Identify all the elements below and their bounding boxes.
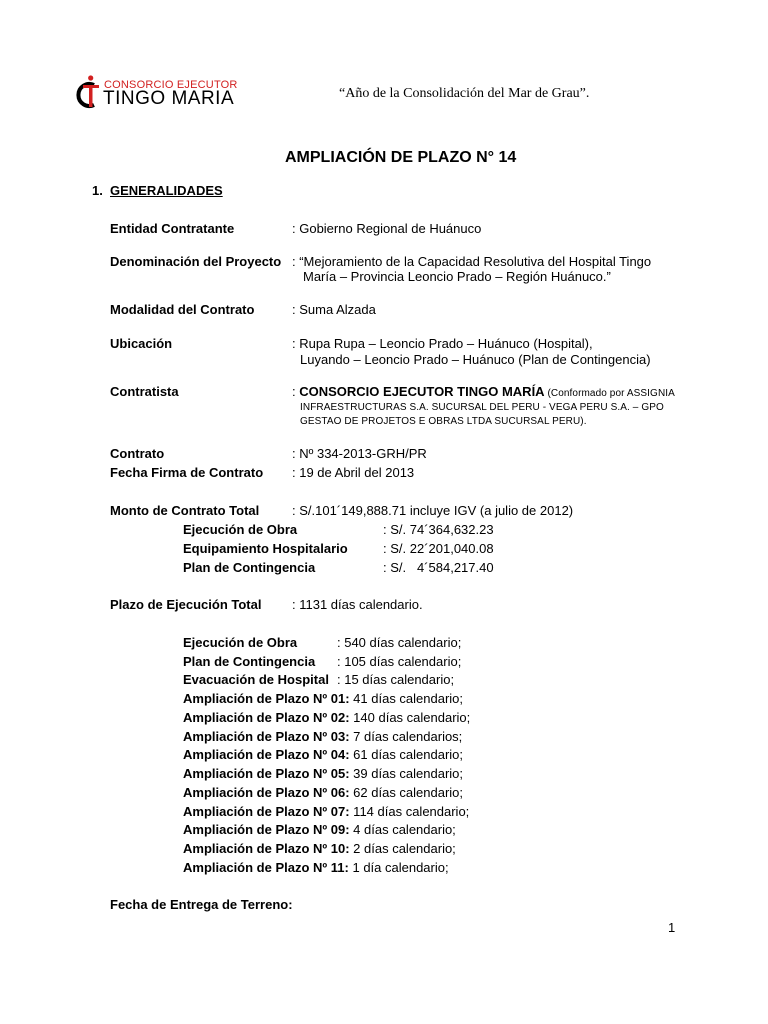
contrato-label: Contrato: [110, 446, 165, 461]
plazo-item: [183, 747, 463, 762]
contratista-note-line1: (Conformado por ASSIGNIA: [544, 388, 675, 399]
plazo-item-value: 114 días calendario;: [349, 804, 470, 819]
contratista-label: Contratista: [110, 384, 179, 399]
monto-breakdown-value: : S/. 4´584,217.40: [383, 560, 494, 575]
fecha-firma-label: Fecha Firma de Contrato: [110, 465, 264, 480]
contratista-note-line2: INFRAESTRUCTURAS S.A. SUCURSAL DEL PERU - VEGA PERU S.A. – GPO: [300, 402, 664, 413]
contratista-prefix: :: [292, 384, 300, 399]
plazo-item-label: Ampliación de Plazo Nº 04:: [183, 747, 350, 762]
modalidad-value: : Suma Alzada: [292, 302, 376, 317]
logo-ct-icon: [70, 74, 104, 110]
plazo-item: [183, 710, 470, 725]
document-title: AMPLIACIÓN DE PLAZO N° 14: [285, 149, 517, 166]
plazo-item-value: 2 días calendario;: [349, 841, 456, 856]
logo-line1: CONSORCIO EJECUTOR: [104, 79, 238, 91]
ubicacion-line1: : Rupa Rupa – Leoncio Prado – Huánuco (Hospital),: [292, 336, 593, 351]
plazo-item-value: : 15 días calendario;: [337, 672, 455, 687]
plazo-item-label: Ampliación de Plazo Nº 07:: [183, 804, 350, 819]
monto-value: : S/.101´149,888.71 incluye IGV (a julio de 2012): [292, 503, 574, 518]
plazo-value: : 1131 días calendario.: [292, 597, 423, 612]
plazo-item-label: Ampliación de Plazo Nº 02:: [183, 710, 350, 725]
monto-breakdown-label: Equipamiento Hospitalario: [183, 541, 348, 556]
denominacion-line2: María – Provincia Leoncio Prado – Región Huánuco.”: [303, 269, 611, 284]
modalidad-label: Modalidad del Contrato: [110, 302, 255, 317]
plazo-item: [183, 860, 449, 875]
contratista-value: [292, 384, 675, 399]
monto-breakdown-value: : S/. 22´201,040.08: [383, 541, 494, 556]
plazo-item-value: : 105 días calendario;: [337, 654, 462, 669]
plazo-item: [183, 635, 461, 650]
plazo-item-value: 4 días calendario;: [349, 822, 456, 837]
page-number: 1: [668, 920, 676, 935]
plazo-item-value: 7 días calendarios;: [349, 729, 463, 744]
monto-label: Monto de Contrato Total: [110, 503, 260, 518]
contrato-value: : Nº 334-2013-GRH/PR: [292, 446, 427, 461]
plazo-item-value: 41 días calendario;: [349, 691, 464, 706]
plazo-item-value: 62 días calendario;: [349, 785, 464, 800]
plazo-item-label: Ampliación de Plazo Nº 01:: [183, 691, 350, 706]
fecha-entrega-label: Fecha de Entrega de Terreno:: [110, 897, 293, 912]
ubicacion-line2: Luyando – Leoncio Prado – Huánuco (Plan de Contingencia): [300, 352, 651, 367]
plazo-item: [183, 841, 456, 856]
plazo-item-value: 39 días calendario;: [349, 766, 464, 781]
plazo-item-value: 1 día calendario;: [348, 860, 449, 875]
monto-breakdown-value: : S/. 74´364,632.23: [383, 522, 494, 537]
entidad-label: Entidad Contratante: [110, 221, 235, 236]
denominacion-line1: : “Mejoramiento de la Capacidad Resolutiva del Hospital Tingo: [292, 254, 652, 269]
monto-breakdown-label: Plan de Contingencia: [183, 560, 316, 575]
section-number: 1.: [92, 183, 103, 198]
plazo-item-value: 61 días calendario;: [349, 747, 464, 762]
plazo-item: [183, 672, 454, 687]
fecha-firma-value: : 19 de Abril del 2013: [292, 465, 415, 480]
plazo-item-label: Evacuación de Hospital: [183, 672, 329, 687]
ubicacion-label: Ubicación: [110, 336, 173, 351]
plazo-item-label: Ampliación de Plazo Nº 10:: [183, 841, 350, 856]
contratista-note-line3: GESTAO DE PROJETOS E OBRAS LTDA SUCURSAL PERU).: [300, 416, 587, 427]
plazo-item-label: Plan de Contingencia: [183, 654, 316, 669]
plazo-item-label: Ampliación de Plazo Nº 05:: [183, 766, 350, 781]
plazo-item: [183, 691, 463, 706]
monto-breakdown-label: Ejecución de Obra: [183, 522, 298, 537]
plazo-item-label: Ampliación de Plazo Nº 06:: [183, 785, 350, 800]
plazo-item: [183, 766, 463, 781]
plazo-item: [183, 822, 456, 837]
plazo-item-label: Ampliación de Plazo Nº 11:: [183, 860, 349, 875]
contratista-name: CONSORCIO EJECUTOR TINGO MARÍA: [299, 384, 545, 399]
section-heading: GENERALIDADES: [110, 183, 223, 198]
plazo-item: [183, 729, 462, 744]
plazo-item-value: : 540 días calendario;: [337, 635, 462, 650]
denominacion-label: Denominación del Proyecto: [110, 254, 282, 269]
plazo-label: Plazo de Ejecución Total: [110, 597, 262, 612]
header-motto: “Año de la Consolidación del Mar de Grau”.: [339, 86, 590, 101]
plazo-item-label: Ampliación de Plazo Nº 09:: [183, 822, 350, 837]
plazo-item: [183, 654, 461, 669]
plazo-item: [183, 785, 463, 800]
plazo-item-label: Ejecución de Obra: [183, 635, 298, 650]
logo-line2: TINGO MARIA: [103, 88, 235, 109]
plazo-item-value: 140 días calendario;: [349, 710, 471, 725]
entidad-value: : Gobierno Regional de Huánuco: [292, 221, 482, 236]
plazo-item: [183, 804, 469, 819]
plazo-item-label: Ampliación de Plazo Nº 03:: [183, 729, 350, 744]
